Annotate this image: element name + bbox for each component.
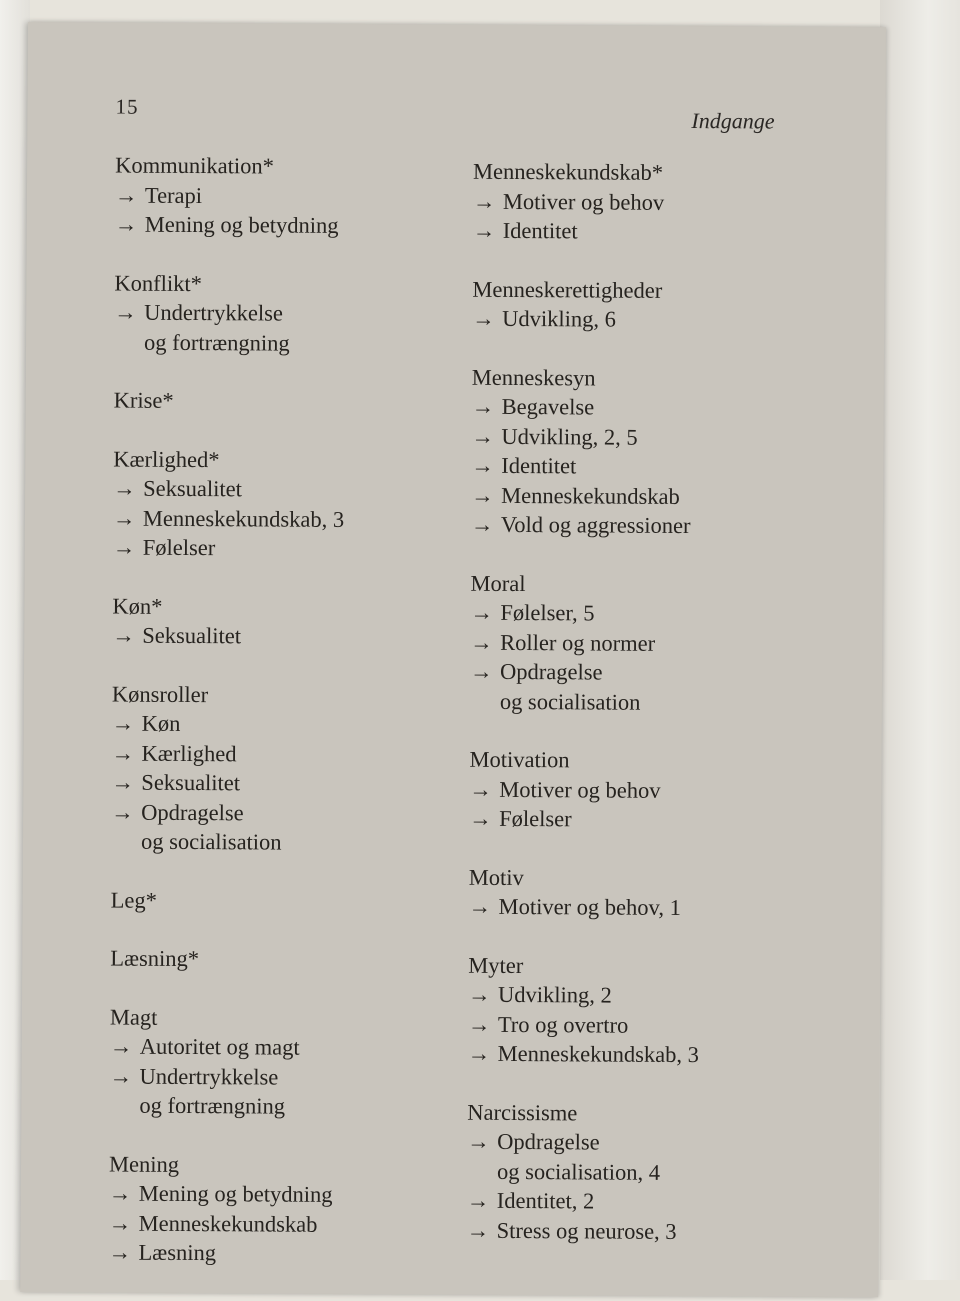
arrow-right-icon: → — [466, 1187, 490, 1213]
cross-reference-text: Følelser — [499, 805, 572, 832]
cross-reference-text: Mening og betydning — [144, 211, 339, 238]
cross-reference-text: Motiver og behov — [499, 776, 661, 803]
cross-reference-text: Menneskekundskab, 3 — [142, 505, 345, 532]
cross-reference — [109, 1179, 499, 1211]
arrow-right-icon: → — [466, 1217, 490, 1243]
index-entry — [111, 885, 501, 917]
index-entry — [114, 268, 505, 359]
entry-heading: Menneskesyn — [471, 364, 596, 390]
arrow-right-icon: → — [111, 799, 134, 825]
arrow-right-icon: → — [114, 211, 138, 237]
arrow-right-icon: → — [112, 505, 136, 531]
cross-reference-text: Menneskekundskab, 3 — [497, 1040, 699, 1068]
cross-reference — [467, 1186, 857, 1218]
entry-heading: Motiv — [468, 864, 524, 890]
cross-reference-text: Følelser, 5 — [500, 599, 595, 626]
arrow-right-icon: → — [111, 769, 134, 795]
entry-heading: Læsning* — [110, 945, 200, 972]
arrow-right-icon: → — [472, 305, 495, 331]
cross-reference-text: Autoritet og magt — [139, 1033, 300, 1060]
arrow-right-icon: → — [469, 805, 492, 831]
cross-reference — [469, 804, 859, 836]
index-entry — [470, 568, 861, 718]
cross-reference-text: Læsning — [138, 1239, 217, 1266]
cross-reference-continuation: og socialisation, 4 — [496, 1158, 661, 1185]
cross-reference — [113, 474, 503, 506]
cross-reference — [472, 304, 862, 336]
entry-heading: Myter — [468, 952, 524, 978]
index-entry — [110, 944, 500, 976]
cross-reference-text: Opdragelse — [499, 658, 603, 685]
arrow-right-icon: → — [471, 393, 495, 419]
cross-reference-text: Opdragelse — [141, 799, 244, 825]
running-head: Indgange — [691, 108, 775, 134]
cross-reference-text: Motiver og behov — [502, 188, 665, 215]
cross-reference — [470, 627, 860, 659]
cross-reference — [113, 503, 503, 535]
cross-reference — [468, 1009, 858, 1041]
cross-reference-text: Seksualitet — [143, 475, 242, 502]
arrow-right-icon: → — [472, 217, 496, 243]
cross-reference-text: Stress og neurose, 3 — [496, 1217, 677, 1244]
cross-reference — [473, 216, 863, 248]
arrow-right-icon: → — [113, 475, 136, 501]
index-entry — [469, 745, 860, 836]
cross-reference — [109, 1061, 499, 1122]
cross-reference — [110, 1032, 500, 1064]
cross-reference — [467, 1215, 857, 1247]
cross-reference-text: Terapi — [144, 182, 203, 208]
index-entry — [113, 444, 504, 564]
cross-reference — [112, 621, 502, 653]
arrow-right-icon: → — [471, 423, 495, 449]
entry-heading: Konflikt* — [114, 270, 202, 296]
cross-reference — [112, 709, 502, 741]
arrow-right-icon: → — [114, 299, 137, 325]
cross-reference-text: Udvikling, 2 — [497, 981, 612, 1008]
index-column-left — [108, 151, 505, 1299]
cross-reference-text: Udvikling, 6 — [502, 305, 617, 332]
cross-reference — [111, 768, 501, 800]
cross-reference-text: Tro og overtro — [497, 1011, 629, 1038]
cross-reference — [113, 533, 503, 565]
arrow-right-icon: → — [469, 658, 493, 684]
cross-reference-text: Vold og aggressioner — [500, 511, 691, 539]
cross-reference-continuation: og socialisation — [140, 828, 282, 855]
cross-reference — [471, 480, 861, 512]
entry-heading: Magt — [109, 1004, 158, 1030]
arrow-right-icon: → — [111, 740, 135, 766]
index-entry — [115, 151, 506, 242]
arrow-right-icon: → — [109, 1063, 133, 1089]
entry-heading: Motivation — [469, 746, 570, 773]
cross-reference-text: Begavelse — [501, 393, 595, 420]
cross-reference — [471, 510, 861, 542]
entry-heading: Leg* — [110, 887, 157, 913]
cross-reference — [470, 657, 860, 718]
arrow-right-icon: → — [470, 599, 493, 625]
cross-reference-continuation: og socialisation — [499, 688, 641, 715]
arrow-right-icon: → — [467, 981, 491, 1007]
arrow-right-icon: → — [108, 1180, 132, 1206]
cross-reference-text: Følelser — [142, 534, 216, 561]
cross-reference-text: Identitet — [502, 217, 578, 244]
entry-heading: Kærlighed* — [113, 446, 220, 472]
cross-reference-text: Motiver og behov, 1 — [498, 893, 681, 921]
cross-reference-text: Menneskekundskab — [501, 482, 680, 509]
cross-reference-text: Roller og normer — [500, 629, 656, 656]
cross-reference-continuation: og fortrængning — [143, 329, 290, 356]
arrow-right-icon: → — [467, 1011, 491, 1037]
cross-reference-text: Identitet — [501, 452, 577, 479]
cross-reference — [111, 797, 501, 858]
entry-heading: Køn* — [112, 593, 163, 619]
arrow-right-icon: → — [114, 182, 138, 208]
cross-reference-text: Identitet, 2 — [496, 1187, 595, 1214]
index-column-right — [466, 157, 863, 1276]
cross-reference-text: Udvikling, 2, 5 — [501, 423, 638, 450]
arrow-right-icon: → — [472, 188, 496, 214]
entry-heading: Mening — [108, 1151, 180, 1177]
arrow-right-icon: → — [469, 776, 492, 802]
cross-reference-text: Menneskekundskab — [138, 1210, 318, 1237]
arrow-right-icon: → — [112, 622, 135, 648]
entry-heading: Narcissisme — [467, 1099, 578, 1125]
index-entry — [109, 1002, 500, 1122]
entry-heading: Moral — [470, 570, 526, 596]
page-number: 15 — [115, 94, 139, 119]
arrow-right-icon: → — [468, 893, 492, 919]
index-entry — [112, 591, 502, 652]
cross-reference — [109, 1208, 499, 1240]
cross-reference-text: Seksualitet — [141, 769, 241, 796]
cross-reference-text: Mening og betydning — [138, 1180, 333, 1207]
background-right — [880, 0, 960, 1280]
cross-reference — [473, 186, 863, 218]
cross-reference — [468, 980, 858, 1012]
arrow-right-icon: → — [470, 629, 493, 655]
cross-reference-continuation: og fortrængning — [139, 1092, 286, 1119]
arrow-right-icon: → — [467, 1128, 490, 1154]
cross-reference — [471, 421, 861, 453]
index-entry — [111, 679, 502, 858]
cross-reference-text: Opdragelse — [497, 1128, 600, 1155]
index-entry — [108, 1149, 499, 1269]
cross-reference — [115, 210, 505, 242]
cross-reference-text: Undertrykkelse — [144, 299, 284, 326]
arrow-right-icon: → — [470, 511, 494, 537]
cross-reference-text: Seksualitet — [142, 622, 242, 649]
cross-reference — [111, 738, 501, 770]
cross-reference — [468, 1039, 858, 1071]
entry-heading: Menneskerettigheder — [472, 276, 663, 303]
arrow-right-icon: → — [109, 1033, 133, 1059]
cross-reference-text: Undertrykkelse — [139, 1063, 279, 1090]
book-page — [20, 22, 886, 1297]
entry-heading: Kommunikation* — [115, 152, 274, 179]
cross-reference — [115, 180, 505, 212]
index-entry — [472, 274, 862, 335]
cross-reference-text: Kærlighed — [141, 740, 237, 766]
arrow-right-icon: → — [112, 534, 136, 560]
index-entry — [468, 950, 859, 1070]
cross-reference — [471, 451, 861, 483]
index-entry — [471, 362, 862, 541]
entry-heading: Krise* — [113, 387, 174, 413]
arrow-right-icon: → — [467, 1040, 491, 1066]
index-entry — [114, 386, 504, 418]
entry-heading: Menneskekundskab* — [473, 158, 664, 185]
cross-reference — [114, 298, 504, 359]
arrow-right-icon: → — [471, 452, 494, 478]
cross-reference — [467, 1127, 857, 1188]
cross-reference — [470, 598, 860, 630]
index-entry — [469, 862, 859, 923]
cross-reference — [469, 774, 859, 806]
cross-reference-text: Køn — [141, 710, 181, 736]
arrow-right-icon: → — [108, 1210, 132, 1236]
cross-reference — [469, 892, 859, 924]
cross-reference — [472, 392, 862, 424]
arrow-right-icon: → — [111, 710, 135, 736]
index-entry — [467, 1097, 858, 1247]
arrow-right-icon: → — [471, 482, 494, 508]
cross-reference — [108, 1238, 498, 1270]
index-entry — [473, 157, 864, 248]
arrow-right-icon: → — [108, 1239, 132, 1265]
entry-heading: Kønsroller — [111, 681, 209, 707]
